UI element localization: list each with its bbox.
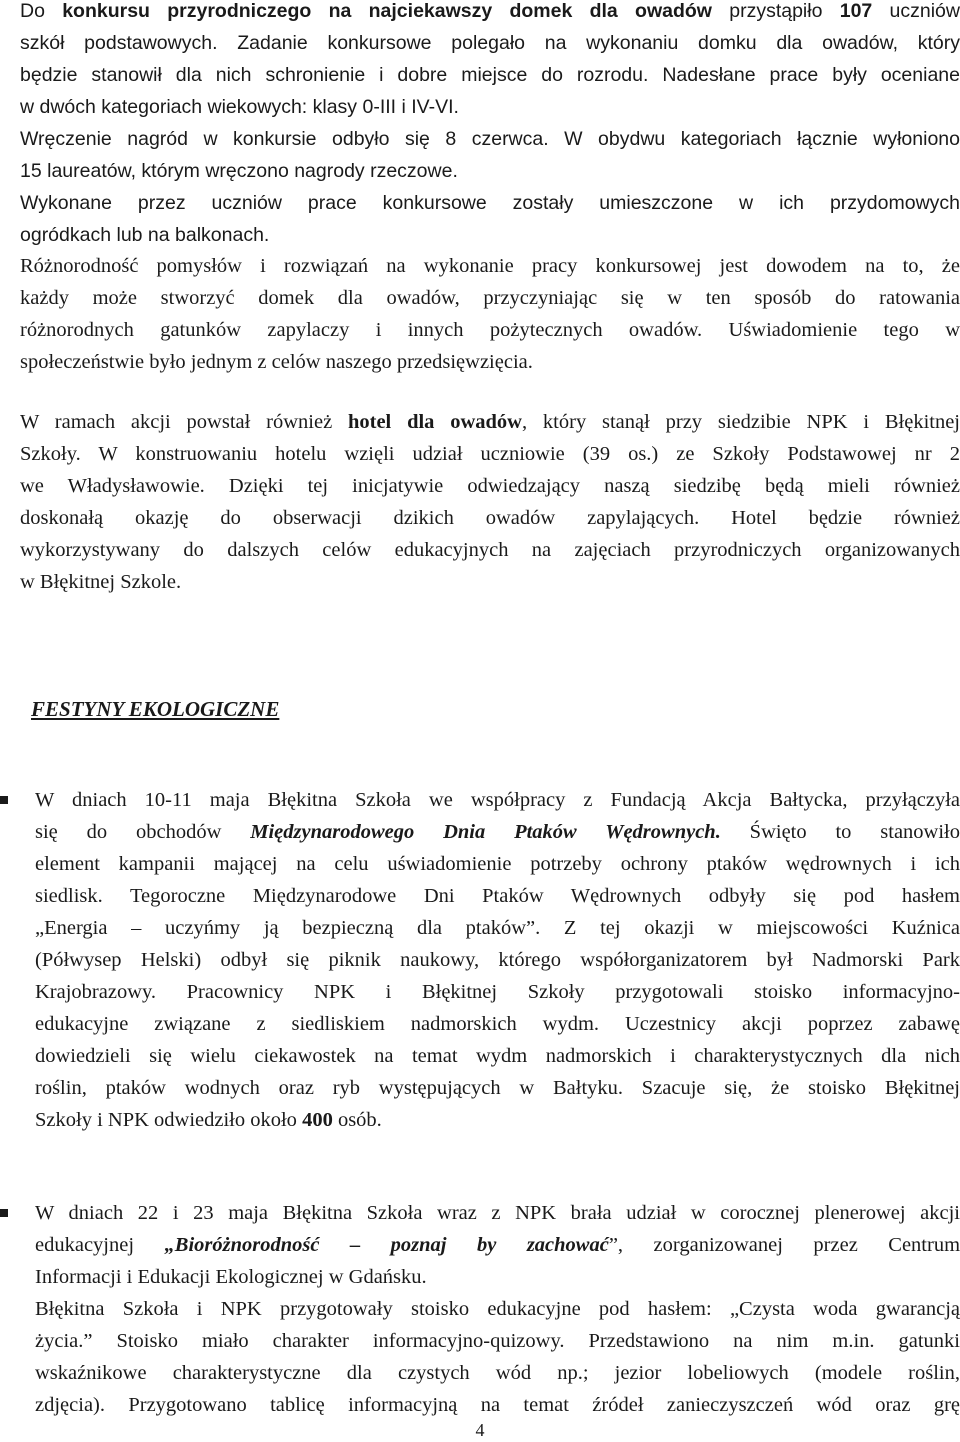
bold-italic-text: „Bioróżnorodność – poznaj by zachować [164,1234,609,1256]
text-run: , który stanął przy siedzibie NPK i Błękitnej [521,411,960,433]
text-line [35,816,960,848]
text-line [20,406,960,438]
bullet-marker [0,796,8,804]
bold-italic-text: Międzynarodowego Dnia Ptaków Wędrownych. [250,821,721,843]
text-line: Wręczenie nagród w konkursie odbyło się 8 czerwca. W obydwu kategoriach łącznie wyłoniono [20,128,960,150]
text-run: przystąpiło [711,0,840,22]
text-line: zdjęcia). Przygotowano tablicę informacyjną na temat źródeł zanieczyszczeń wód oraz grę [35,1394,960,1416]
text-run: się do obchodów [35,821,251,843]
text-line: wskaźnikowe charakterystyczne dla czystych wód np.; jezior lobeliowych (modele roślin, [35,1362,960,1384]
text-line: w dwóch kategoriach wiekowych: klasy 0-III i IV-VI. [20,96,459,118]
text-line: Różnorodność pomysłów i rozwiązań na wykonanie pracy konkursowej jest dowodem na to, że [20,255,960,277]
text-line: różnorodnych gatunków zapylaczy i innych pożytecznych owadów. Uświadomienie tego w [20,319,960,341]
text-line: W dniach 22 i 23 maja Błękitna Szkoła wraz z NPK brała udział w corocznej plenerowej akcji [35,1202,960,1224]
text-run: Święto to stanowiło [720,821,960,843]
text-run: Do [20,0,63,22]
text-run: W ramach akcji powstał również [20,411,348,433]
text-line: „Energia – uczyńmy ją bezpieczną dla ptaków”. Z tej okazji w miejscowości Kuźnica [35,917,960,939]
text-line: (Półwysep Helski) odbył się piknik naukowy, którego współorganizatorem był Nadmorski Park [35,949,960,971]
text-line: Krajobrazowy. Pracownicy NPK i Błękitnej Szkoły przygotowali stoisko informacyjno- [35,981,960,1003]
contest-paragraph [20,0,960,251]
bird-festival-item [35,784,960,1136]
text-run: edukacyjnej [35,1234,165,1256]
text-line [35,1229,960,1261]
text-line: społeczeństwie było jednym z celów naszego przedsięwzięcia. [20,351,533,373]
page-number: 4 [475,1420,485,1440]
text-line: Szkoły. W konstruowaniu hotelu wzięli udział uczniowie (39 os.) ze Szkoły Podstawowej nr 2 [20,443,960,465]
section-heading: FESTYNY EKOLOGICZNE [31,697,280,721]
text-run: ”, zorganizowanej przez Centrum [608,1234,960,1256]
text-line: doskonałą okazję do obserwacji dzikich owadów zapylających. Hotel będzie również [20,507,960,529]
text-line: wykorzystywany do dalszych celów edukacyjnych na zajęciach przyrodniczych organizowanych [20,539,960,561]
text-line: szkół podstawowych. Zadanie konkursowe polegało na wykonaniu domku dla owadów, który [20,32,960,54]
text-line: życia.” Stoisko miało charakter informacyjno-quizowy. Przedstawiono na nim m.in. gatunki [35,1330,960,1352]
text-run: Szkoły i NPK odwiedziło około [35,1109,303,1131]
text-line: Informacji i Edukacji Ekologicznej w Gdańsku. [35,1266,427,1288]
text-line: będzie stanowił dla nich schronienie i dobre miejsce do rozrodu. Nadesłane prace były oceniane [20,64,960,86]
text-line [20,0,960,27]
text-line: Wykonane przez uczniów prace konkursowe zostały umieszczone w ich przydomowych [20,192,960,214]
bold-text: hotel dla owadów [347,411,522,433]
text-line: dowiedzieli się wielu ciekawostek na temat wydm nadmorskich i charakterystycznych dla nich [35,1045,960,1067]
text-line: element kampanii mającej na celu uświadomienie potrzeby ochrony ptaków wędrownych i ich [35,853,960,875]
text-line: w Błękitnej Szkole. [20,571,182,593]
text-line: Błękitna Szkoła i NPK przygotowały stoisko edukacyjne pod hasłem: „Czysta woda gwarancją [35,1298,960,1320]
text-line: ogródkach lub na balkonach. [20,224,270,246]
text-line: W dniach 10-11 maja Błękitna Szkoła we współpracy z Fundacją Akcja Bałtycka, przyłączyła [35,789,960,811]
text-line: we Władysławowie. Dzięki tej inicjatywie odwiedzający naszą siedzibę będą mieli również [20,475,960,497]
text-line: każdy może stworzyć domek dla owadów, przyczyniając się w ten sposób do ratowania [20,287,960,309]
bold-number: 107 [839,0,873,22]
bold-text: konkursu przyrodniczego na najciekawszy domek dla owadów [62,0,712,22]
text-line: edukacyjne związane z siedliskiem nadmorskich wydm. Uczestnicy akcji poprzez zabawę [35,1013,960,1035]
bullet-marker [0,1209,8,1217]
text-line: siedlisk. Tegoroczne Międzynarodowe Dni Ptaków Wędrownych odbyły się pod hasłem [35,885,960,907]
insect-hotel-paragraph [20,406,960,598]
biodiversity-event-item [35,1197,960,1421]
text-run: uczniów [872,0,960,22]
text-run: osób. [332,1109,382,1131]
text-line: 15 laureatów, którym wręczono nagrody rzeczowe. [20,160,458,182]
bold-number: 400 [302,1109,333,1131]
text-line [35,1104,960,1136]
text-line: roślin, ptaków wodnych oraz ryb występujących w Bałtyku. Szacuje się, że stoisko Błękitnej [35,1077,960,1099]
diversity-paragraph [20,250,960,378]
